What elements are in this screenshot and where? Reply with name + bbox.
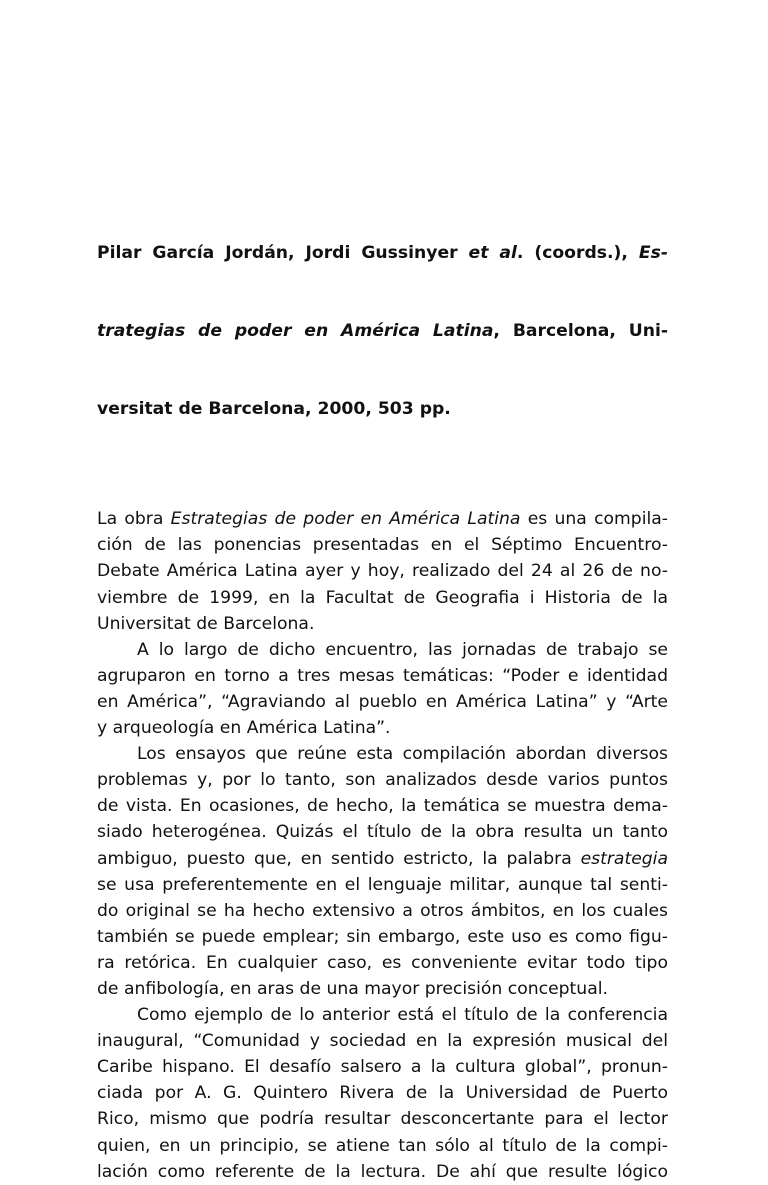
text-line: problemas y, por lo tanto, son analizados desde varios puntos — [97, 770, 668, 791]
text-line: Rico, mismo que podría resultar desconcertante para el lector — [97, 1109, 668, 1130]
text-line: Los ensayos que reúne esta compilación abordan diversos — [137, 744, 668, 765]
text-line: Caribe hispano. El desafío salsero a la cultura global”, pronun- — [97, 1057, 668, 1078]
text-line: y arqueología en América Latina”. — [97, 718, 391, 739]
text-line: ambiguo, puesto que, en sentido estricto, la palabra estrategia — [97, 848, 668, 869]
review-heading — [97, 188, 668, 474]
paragraph-1 — [97, 506, 668, 636]
paragraph-4 — [97, 1002, 668, 1185]
text-line: La obra Estrategias de poder en América Latina es una compila- — [97, 509, 668, 530]
text-line: agruparon en torno a tres mesas temáticas: “Poder e identidad — [97, 665, 668, 686]
paragraph-3 — [97, 741, 668, 1002]
heading-line: versitat de Barcelona, 2000, 503 pp. — [97, 399, 451, 420]
text-line: ción de las ponencias presentadas en el Séptimo Encuentro- — [97, 535, 668, 556]
text-line: quien, en un principio, se atiene tan sólo al título de la compi- — [97, 1135, 668, 1156]
text-line: do original se ha hecho extensivo a otros ámbitos, en los cuales — [97, 900, 668, 921]
text-line: de vista. En ocasiones, de hecho, la temática se muestra dema- — [97, 796, 668, 817]
text-line: inaugural, “Comunidad y sociedad en la expresión musical del — [97, 1031, 668, 1052]
review-page — [97, 188, 668, 1185]
text-line: también se puede emplear; sin embargo, este uso es como figu- — [97, 926, 668, 947]
text-line: viembre de 1999, en la Facultat de Geografia i Historia de la — [97, 587, 668, 608]
text-line: se usa preferentemente en el lenguaje militar, aunque tal senti- — [97, 874, 668, 895]
text-line: en América”, “Agraviando al pueblo en América Latina” y “Arte — [97, 691, 668, 712]
text-line: Debate América Latina ayer y hoy, realizado del 24 al 26 de no- — [97, 561, 668, 582]
review-body — [97, 506, 668, 1184]
heading-line: Pilar García Jordán, Jordi Gussinyer et al. (coords.), Es- — [97, 243, 668, 263]
text-line: A lo largo de dicho encuentro, las jornadas de trabajo se — [137, 639, 668, 660]
text-line: ciada por A. G. Quintero Rivera de la Universidad de Puerto — [97, 1083, 668, 1104]
text-line: lación como referente de la lectura. De ahí que resulte lógico — [97, 1161, 668, 1182]
text-line: ra retórica. En cualquier caso, es conveniente evitar todo tipo — [97, 952, 668, 973]
paragraph-2 — [97, 637, 668, 741]
text-line: Universitat de Barcelona. — [97, 613, 315, 634]
text-line: de anfibología, en aras de una mayor precisión conceptual. — [97, 978, 608, 999]
heading-line: trategias de poder en América Latina, Barcelona, Uni- — [97, 321, 668, 342]
text-line: siado heterogénea. Quizás el título de la obra resulta un tanto — [97, 822, 668, 843]
text-line: Como ejemplo de lo anterior está el título de la conferencia — [137, 1005, 668, 1026]
